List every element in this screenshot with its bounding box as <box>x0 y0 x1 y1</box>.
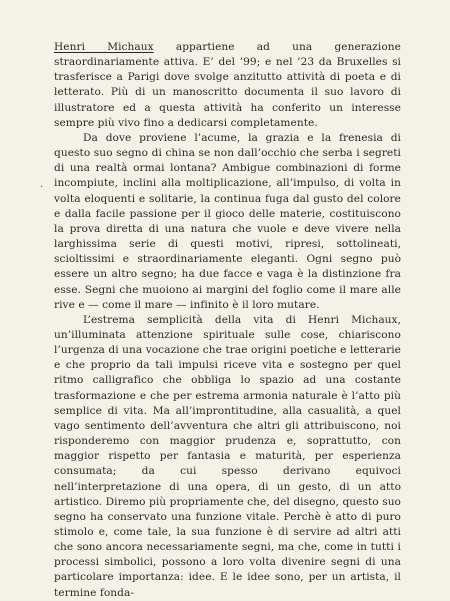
paragraph-1 <box>54 40 401 131</box>
margin-dot: · <box>40 182 44 193</box>
body-text <box>54 40 401 601</box>
paragraph-2: Da dove proviene l’acume, la grazia e la frenesia di questo suo segno di china se non dall’occhio che serba i segreti di una realtà ormai lontana? Ambigue combinazioni di forme incompiute, inclini alla moltiplicazione, all’impulso, di volta in volta eloquenti e solitarie, la continua fuga dal gusto del colore e dalla facile passione per il gioco delle materie, costituiscono la prova diretta di una natura che vuole e deve vivere nella larghissima serie di questi motivi, ripresi, sottolineati, scioltissimi e straordinariamente eleganti. Ogni segno può essere un altro segno; ha due facce e vaga è la distinzione fra esse. Segni che muoiono ai margini del foglio come il mare alle rive e — come il mare — infinito è il loro mutare. <box>54 131 401 311</box>
paragraph-3: L’estrema semplicità della vita di Henri Michaux, un’illuminata attenzione spirituale sulle cose, chiariscono l’urgenza di una vocazione che trae origini poetiche e letterarie e che proprio da tali impulsi riceve vita e sostegno per quel ritmo calligrafico che obbliga lo spazio ad una costante trasformazione e che per estrema armonia naturale è l’atto più semplice di vita. Ma all’improntitudine, alla casualità, a quel vago sentimento dell’avventura che altri gli attribuiscono, noi risponderemo con maggior prudenza e, soprattutto, con maggior rispetto per fantasia e maturità, per esperienza consumata; da cui spesso derivano equivoci nell’interpretazione di una opera, di un gesto, di un atto artistico. Diremo più propriamente che, del disegno, questo suo segno ha conservato una funzione vitale. Perchè è atto di puro stimolo e, come tale, la sua funzione è di servire ad altri atti che sono ancora necessariamente segni, ma che, come in tutti i processi simbolici, possono a loro volta divenire segni di una particolare importanza: idee. E le idee sono, per un artista, il termine fonda- <box>54 313 401 599</box>
paragraph-1-text: appartiene ad una generazione straordinariamente attiva. E’ del ’99; e nel ’23 da Bruxelles si trasferisce a Parigi dove svolge anzitutto attività di poeta e di letterato. Più di un manoscritto documenta il suo lavoro di illustratore ed a questa attività ha conferito un interesse sempre più vivo fino a dedicarsi completamente. <box>54 41 401 129</box>
author-name: Henri Michaux <box>54 41 154 53</box>
